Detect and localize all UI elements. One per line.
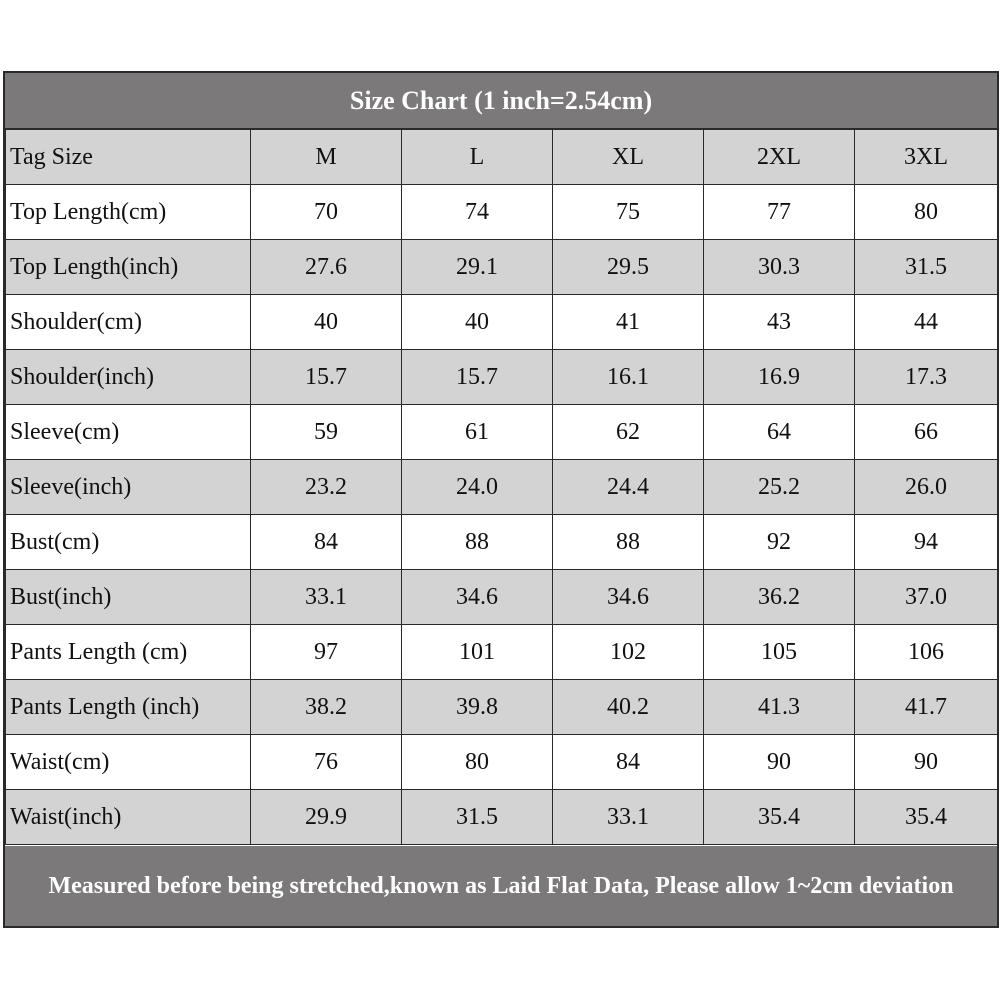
size-table (5, 129, 998, 845)
measurement-value-cell: 75 (553, 185, 704, 240)
header-row (6, 130, 998, 185)
measurement-value-cell: 80 (402, 735, 553, 790)
measurement-value-cell: 106 (855, 625, 998, 680)
measurement-value-cell: 84 (251, 515, 402, 570)
measurement-value-cell: 90 (704, 735, 855, 790)
table-row (6, 790, 998, 845)
measurement-value-cell: 15.7 (251, 350, 402, 405)
measurement-value-cell: 16.9 (704, 350, 855, 405)
measurement-label-cell: Sleeve(cm) (6, 405, 251, 460)
measurement-value-cell: 23.2 (251, 460, 402, 515)
measurement-value-cell: 24.4 (553, 460, 704, 515)
header-label-cell: Tag Size (6, 130, 251, 185)
table-row (6, 240, 998, 295)
size-header-cell: XL (553, 130, 704, 185)
measurement-value-cell: 64 (704, 405, 855, 460)
measurement-label-cell: Bust(inch) (6, 570, 251, 625)
measurement-value-cell: 29.1 (402, 240, 553, 295)
size-header-cell: 3XL (855, 130, 998, 185)
measurement-value-cell: 59 (251, 405, 402, 460)
size-header-cell: M (251, 130, 402, 185)
measurement-value-cell: 38.2 (251, 680, 402, 735)
measurement-label-cell: Top Length(cm) (6, 185, 251, 240)
measurement-value-cell: 31.5 (855, 240, 998, 295)
measurement-value-cell: 27.6 (251, 240, 402, 295)
measurement-value-cell: 88 (553, 515, 704, 570)
size-chart-title: Size Chart (1 inch=2.54cm) (5, 73, 997, 129)
measurement-note: Measured before being stretched,known as Laid Flat Data, Please allow 1~2cm deviation (5, 846, 997, 926)
measurement-value-cell: 74 (402, 185, 553, 240)
measurement-value-cell: 35.4 (704, 790, 855, 845)
table-row (6, 735, 998, 790)
size-table-body (6, 130, 998, 845)
measurement-label-cell: Waist(cm) (6, 735, 251, 790)
measurement-value-cell: 40.2 (553, 680, 704, 735)
measurement-value-cell: 29.5 (553, 240, 704, 295)
measurement-value-cell: 76 (251, 735, 402, 790)
measurement-label-cell: Sleeve(inch) (6, 460, 251, 515)
measurement-value-cell: 24.0 (402, 460, 553, 515)
measurement-value-cell: 102 (553, 625, 704, 680)
measurement-value-cell: 41 (553, 295, 704, 350)
measurement-value-cell: 33.1 (251, 570, 402, 625)
size-chart (3, 71, 999, 928)
measurement-label-cell: Pants Length (cm) (6, 625, 251, 680)
measurement-value-cell: 35.4 (855, 790, 998, 845)
table-row (6, 570, 998, 625)
size-header-cell: L (402, 130, 553, 185)
measurement-value-cell: 44 (855, 295, 998, 350)
measurement-value-cell: 15.7 (402, 350, 553, 405)
measurement-value-cell: 43 (704, 295, 855, 350)
measurement-value-cell: 17.3 (855, 350, 998, 405)
measurement-value-cell: 101 (402, 625, 553, 680)
measurement-value-cell: 39.8 (402, 680, 553, 735)
table-row (6, 185, 998, 240)
measurement-value-cell: 29.9 (251, 790, 402, 845)
measurement-value-cell: 34.6 (402, 570, 553, 625)
measurement-label-cell: Shoulder(cm) (6, 295, 251, 350)
measurement-value-cell: 36.2 (704, 570, 855, 625)
measurement-value-cell: 70 (251, 185, 402, 240)
measurement-value-cell: 77 (704, 185, 855, 240)
measurement-value-cell: 25.2 (704, 460, 855, 515)
measurement-value-cell: 80 (855, 185, 998, 240)
measurement-value-cell: 62 (553, 405, 704, 460)
measurement-value-cell: 88 (402, 515, 553, 570)
table-row (6, 515, 998, 570)
table-row (6, 680, 998, 735)
measurement-value-cell: 41.7 (855, 680, 998, 735)
measurement-label-cell: Bust(cm) (6, 515, 251, 570)
size-header-cell: 2XL (704, 130, 855, 185)
measurement-value-cell: 90 (855, 735, 998, 790)
measurement-value-cell: 26.0 (855, 460, 998, 515)
measurement-label-cell: Top Length(inch) (6, 240, 251, 295)
measurement-value-cell: 33.1 (553, 790, 704, 845)
measurement-label-cell: Shoulder(inch) (6, 350, 251, 405)
measurement-value-cell: 94 (855, 515, 998, 570)
measurement-value-cell: 105 (704, 625, 855, 680)
measurement-label-cell: Pants Length (inch) (6, 680, 251, 735)
measurement-value-cell: 40 (402, 295, 553, 350)
table-row (6, 625, 998, 680)
table-row (6, 460, 998, 515)
measurement-value-cell: 61 (402, 405, 553, 460)
measurement-value-cell: 34.6 (553, 570, 704, 625)
measurement-value-cell: 92 (704, 515, 855, 570)
measurement-value-cell: 41.3 (704, 680, 855, 735)
table-row (6, 350, 998, 405)
measurement-value-cell: 84 (553, 735, 704, 790)
measurement-value-cell: 97 (251, 625, 402, 680)
measurement-value-cell: 16.1 (553, 350, 704, 405)
table-row (6, 405, 998, 460)
measurement-value-cell: 40 (251, 295, 402, 350)
table-row (6, 295, 998, 350)
measurement-value-cell: 30.3 (704, 240, 855, 295)
measurement-value-cell: 31.5 (402, 790, 553, 845)
measurement-value-cell: 66 (855, 405, 998, 460)
measurement-value-cell: 37.0 (855, 570, 998, 625)
measurement-label-cell: Waist(inch) (6, 790, 251, 845)
